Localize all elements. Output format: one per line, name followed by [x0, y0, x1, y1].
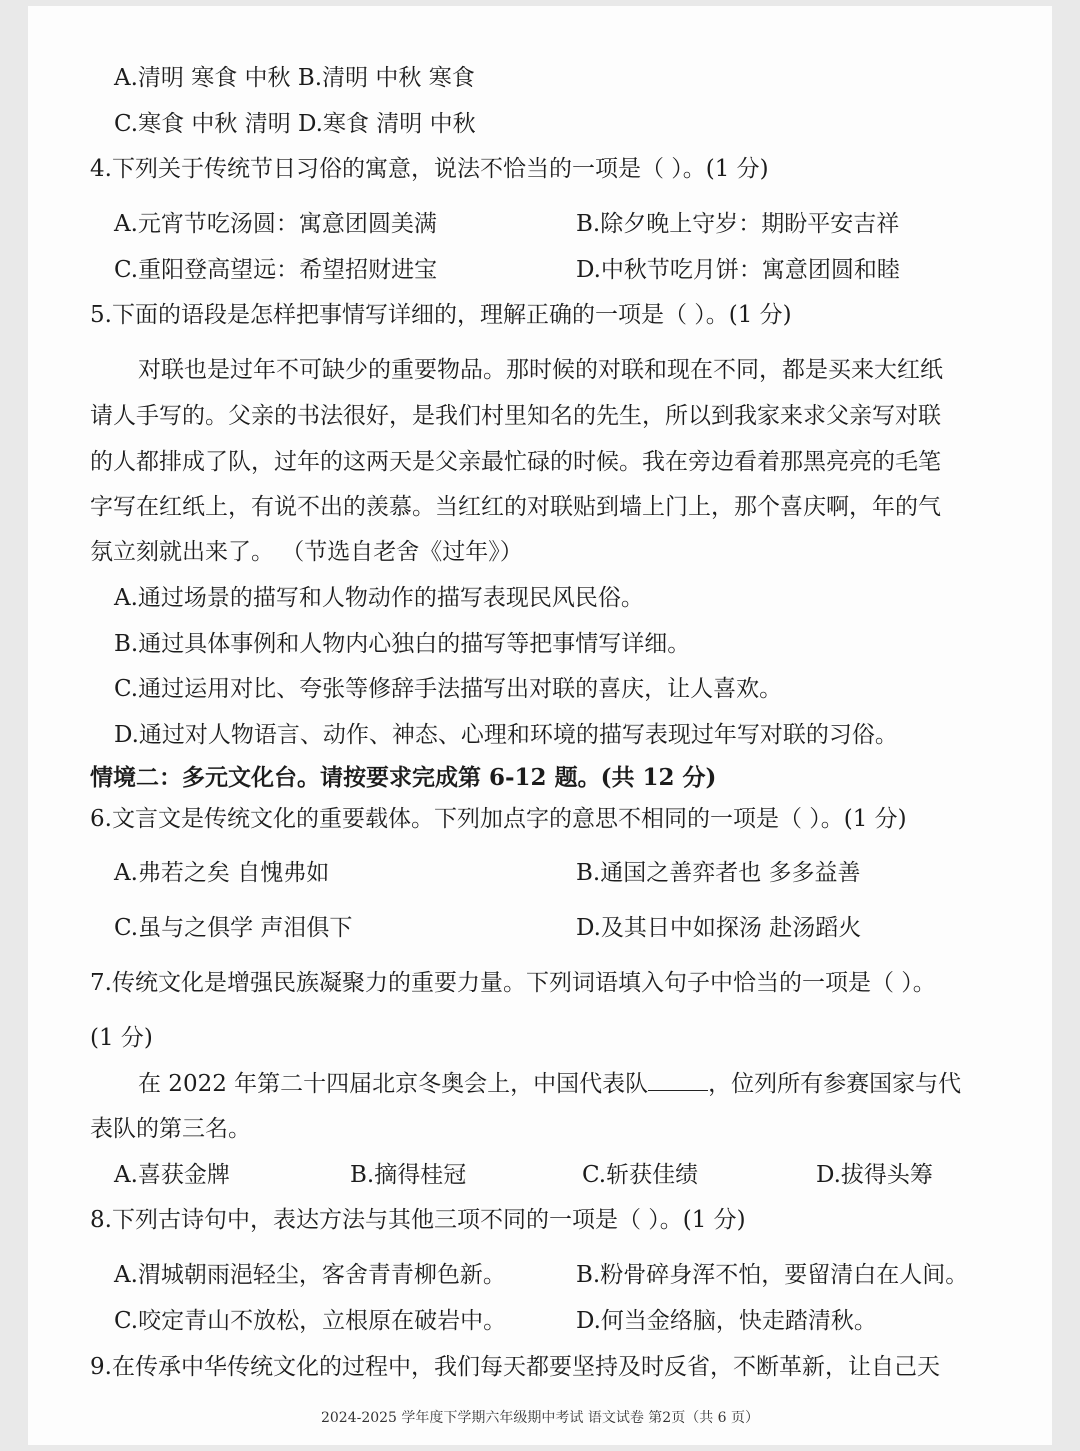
q8-option-c: C.咬定青山不放松，立根原在破岩中。: [114, 1308, 507, 1334]
q7-option-a: A.喜获金牌: [114, 1162, 230, 1188]
q6-option-b: B.通国之善弈者也 多多益善: [576, 860, 861, 886]
q7-option-c: C.斩获佳绩: [582, 1162, 699, 1188]
q5-passage-line: 氛立刻就出来了。 （节选自老舍《过年》）: [90, 539, 523, 565]
q3-options-line-2: C.寒食 中秋 清明 D.寒食 清明 中秋: [114, 111, 476, 137]
q8-option-b: B.粉骨碎身浑不怕，要留清白在人间。: [576, 1262, 969, 1288]
q5-option-c: C.通过运用对比、夸张等修辞手法描写出对联的喜庆，让人喜欢。: [114, 676, 783, 702]
q5-passage-line: 请人手写的。父亲的书法很好，是我们村里知名的先生，所以到我家来求父亲写对联: [90, 403, 941, 429]
q4-option-b: B.除夕晚上守岁：期盼平安吉祥: [576, 211, 900, 237]
q6-stem: 6.文言文是传统文化的重要载体。下列加点字的意思不相同的一项是（ ）。(1 分): [90, 806, 907, 832]
q7-passage-part: 在 2022 年第二十四届北京冬奥会上，中国代表队: [138, 1071, 649, 1097]
q4-option-a: A.元宵节吃汤圆：寓意团圆美满: [114, 211, 437, 237]
q7-passage-line-1: [138, 1069, 961, 1099]
q5-option-d: D.通过对人物语言、动作、神态、心理和环境的描写表现过年写对联的习俗。: [114, 722, 898, 748]
q6-option-c: C.虽与之俱学 声泪俱下: [114, 915, 353, 941]
q5-option-a: A.通过场景的描写和人物动作的描写表现民风民俗。: [114, 585, 644, 611]
q3-options-line-1: A.清明 寒食 中秋 B.清明 中秋 寒食: [114, 65, 475, 91]
exam-page: [28, 6, 1052, 1445]
q7-passage-part: ，位列所有参赛国家与代: [708, 1071, 962, 1097]
q5-passage-line: 字写在红纸上，有说不出的羡慕。当红红的对联贴到墙上门上，那个喜庆啊，年的气: [90, 494, 941, 520]
q5-passage-line: 对联也是过年不可缺少的重要物品。那时候的对联和现在不同，都是买来大红纸: [138, 357, 943, 383]
q7-option-b: B.摘得桂冠: [350, 1162, 467, 1188]
q9-stem: 9.在传承中华传统文化的过程中，我们每天都要坚持及时反省，不断革新，让自己天: [90, 1354, 940, 1380]
q4-option-d: D.中秋节吃月饼：寓意团圆和睦: [576, 257, 900, 283]
q7-stem: 7.传统文化是增强民族凝聚力的重要力量。下列词语填入句子中恰当的一项是（ ）。: [90, 970, 936, 996]
q6-option-a: A.弗若之矣 自愧弗如: [114, 860, 330, 886]
q7-passage-line-2: 表队的第三名。: [90, 1116, 251, 1142]
q5-passage-line: 的人都排成了队，过年的这两天是父亲最忙碌的时候。我在旁边看着那黑亮亮的毛笔: [90, 449, 941, 475]
q8-option-a: A.渭城朝雨浥轻尘，客舍青青柳色新。: [114, 1262, 506, 1288]
q8-stem: 8.下列古诗句中，表达方法与其他三项不同的一项是（ ）。(1 分): [90, 1207, 746, 1233]
section-heading: 情境二：多元文化台。请按要求完成第 6-12 题。(共 12 分): [90, 764, 717, 791]
q8-option-d: D.何当金络脑，快走踏清秋。: [576, 1308, 877, 1334]
q6-option-d: D.及其日中如探汤 赴汤蹈火: [576, 915, 862, 941]
q5-option-b: B.通过具体事例和人物内心独白的描写等把事情写详细。: [114, 631, 691, 657]
page-footer: 2024-2025 学年度下学期六年级期中考试 语文试卷 第2页（共 6 页）: [320, 1410, 760, 1426]
q4-stem: 4.下列关于传统节日习俗的寓意，说法不恰当的一项是（ ）。(1 分): [90, 156, 769, 182]
answer-blank: [648, 1070, 708, 1091]
q5-stem: 5.下面的语段是怎样把事情写详细的，理解正确的一项是（ ）。(1 分): [90, 302, 792, 328]
q7-score: (1 分): [90, 1025, 153, 1051]
q7-option-d: D.拔得头筹: [816, 1162, 933, 1188]
q4-option-c: C.重阳登高望远：希望招财进宝: [114, 257, 438, 283]
